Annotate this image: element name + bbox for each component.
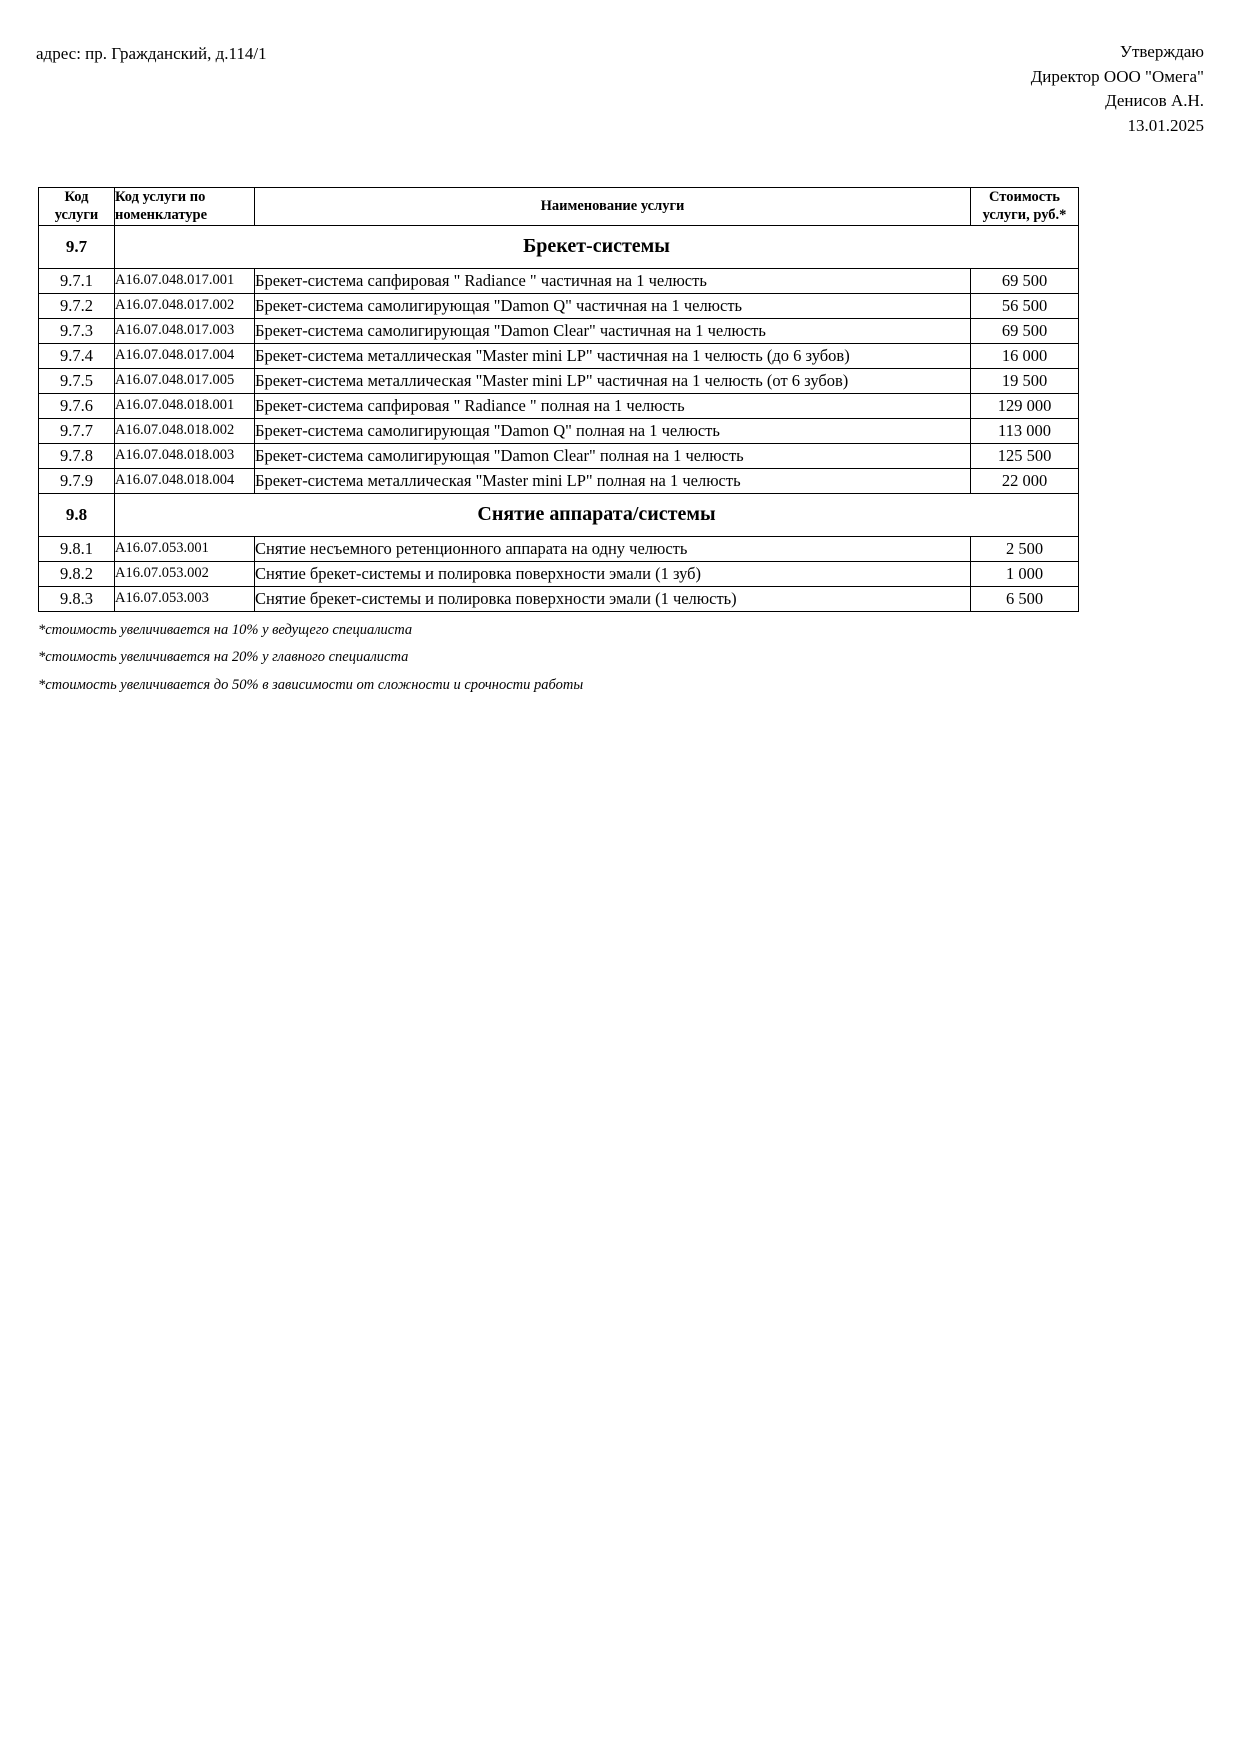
column-header-nomenclature-line1: Код услуги по [115, 188, 206, 205]
column-header-price-line2: услуги, руб.* [982, 207, 1067, 224]
column-header-code-line1: Код [64, 188, 89, 205]
column-header-nomenclature-line2: номенклатуре [115, 207, 208, 224]
service-nomenclature-code: A16.07.048.018.004 [115, 468, 255, 493]
service-name: Брекет-система сапфировая " Radiance " частичная на 1 челюсть [255, 268, 971, 293]
service-name: Снятие несъемного ретенционного аппарата на одну челюсть [255, 536, 971, 561]
section-number: 9.7 [39, 225, 115, 268]
table-header-row [39, 187, 1079, 225]
table-body [39, 225, 1079, 611]
table-row [39, 368, 1079, 393]
service-nomenclature-code: A16.07.048.018.002 [115, 418, 255, 443]
table-header [39, 187, 1079, 225]
service-nomenclature-code: A16.07.048.017.004 [115, 343, 255, 368]
table-row [39, 586, 1079, 611]
service-code: 9.7.6 [39, 393, 115, 418]
service-code: 9.7.2 [39, 293, 115, 318]
table-row [39, 536, 1079, 561]
section-row [39, 225, 1079, 268]
approval-line-name: Денисов А.Н. [1105, 91, 1204, 111]
section-title: Снятие аппарата/системы [115, 493, 1079, 536]
service-price: 56 500 [971, 293, 1079, 318]
table-row [39, 443, 1079, 468]
service-price: 2 500 [971, 536, 1079, 561]
service-code: 9.7.8 [39, 443, 115, 468]
section-number: 9.8 [39, 493, 115, 536]
service-name: Брекет-система самолигирующая "Damon Clear" полная на 1 челюсть [255, 443, 971, 468]
column-header-code [39, 187, 115, 225]
table-row [39, 468, 1079, 493]
service-code: 9.8.1 [39, 536, 115, 561]
section-title: Брекет-системы [115, 225, 1079, 268]
service-nomenclature-code: A16.07.053.001 [115, 536, 255, 561]
table-row [39, 268, 1079, 293]
service-name: Брекет-система металлическая "Master mini LP" частичная на 1 челюсть (от 6 зубов) [255, 368, 971, 393]
service-nomenclature-code: A16.07.048.018.001 [115, 393, 255, 418]
column-header-price-line1: Стоимость [989, 188, 1060, 205]
table-row [39, 343, 1079, 368]
service-name: Брекет-система металлическая "Master mini LP" полная на 1 челюсть [255, 468, 971, 493]
column-header-service-name: Наименование услуги [255, 187, 971, 225]
service-nomenclature-code: A16.07.048.017.001 [115, 268, 255, 293]
table-row [39, 393, 1079, 418]
service-price: 6 500 [971, 586, 1079, 611]
footnote: *стоимость увеличивается до 50% в зависимости от сложности и срочности работы [38, 676, 584, 693]
column-header-price [971, 187, 1079, 225]
service-price: 69 500 [971, 268, 1079, 293]
table-row [39, 318, 1079, 343]
table-row [39, 418, 1079, 443]
column-header-nomenclature [115, 187, 255, 225]
document-header [36, 40, 1204, 139]
table-row [39, 561, 1079, 586]
approval-line-director: Директор ООО "Омега" [1030, 66, 1204, 86]
section-row [39, 493, 1079, 536]
table-row [39, 293, 1079, 318]
service-price: 113 000 [971, 418, 1079, 443]
approval-block [1031, 40, 1204, 139]
service-name: Снятие брекет-системы и полировка поверхности эмали (1 зуб) [255, 561, 971, 586]
service-nomenclature-code: A16.07.053.002 [115, 561, 255, 586]
service-code: 9.7.1 [39, 268, 115, 293]
service-name: Брекет-система металлическая "Master mini LP" частичная на 1 челюсть (до 6 зубов) [255, 343, 971, 368]
service-code: 9.8.2 [39, 561, 115, 586]
service-code: 9.8.3 [39, 586, 115, 611]
service-price: 1 000 [971, 561, 1079, 586]
service-name: Брекет-система самолигирующая "Damon Q" полная на 1 челюсть [255, 418, 971, 443]
service-nomenclature-code: A16.07.048.017.005 [115, 368, 255, 393]
service-code: 9.7.3 [39, 318, 115, 343]
service-price: 22 000 [971, 468, 1079, 493]
service-code: 9.7.5 [39, 368, 115, 393]
footnote: *стоимость увеличивается на 20% у главного специалиста [38, 649, 409, 666]
service-nomenclature-code: A16.07.048.017.003 [115, 318, 255, 343]
footnote: *стоимость увеличивается на 10% у ведущего специалиста [38, 621, 413, 638]
service-name: Снятие брекет-системы и полировка поверхности эмали (1 челюсть) [255, 586, 971, 611]
service-nomenclature-code: A16.07.048.018.003 [115, 443, 255, 468]
service-price: 125 500 [971, 443, 1079, 468]
clinic-address: адрес: пр. Гражданский, д.114/1 [36, 44, 267, 63]
service-price: 69 500 [971, 318, 1079, 343]
service-code: 9.7.4 [39, 343, 115, 368]
footnotes-block [38, 617, 1204, 700]
approval-line-date: 13.01.2025 [1127, 115, 1204, 135]
service-code: 9.7.7 [39, 418, 115, 443]
service-price: 19 500 [971, 368, 1079, 393]
price-list-table [38, 187, 1079, 612]
service-name: Брекет-система сапфировая " Radiance " полная на 1 челюсть [255, 393, 971, 418]
approval-line-utverzhdayu: Утверждаю [1119, 42, 1204, 61]
service-price: 129 000 [971, 393, 1079, 418]
service-nomenclature-code: A16.07.053.003 [115, 586, 255, 611]
service-name: Брекет-система самолигирующая "Damon Clear" частичная на 1 челюсть [255, 318, 971, 343]
service-code: 9.7.9 [39, 468, 115, 493]
service-name: Брекет-система самолигирующая "Damon Q" частичная на 1 челюсть [255, 293, 971, 318]
service-nomenclature-code: A16.07.048.017.002 [115, 293, 255, 318]
column-header-code-line2: услуги [54, 207, 99, 224]
service-price: 16 000 [971, 343, 1079, 368]
